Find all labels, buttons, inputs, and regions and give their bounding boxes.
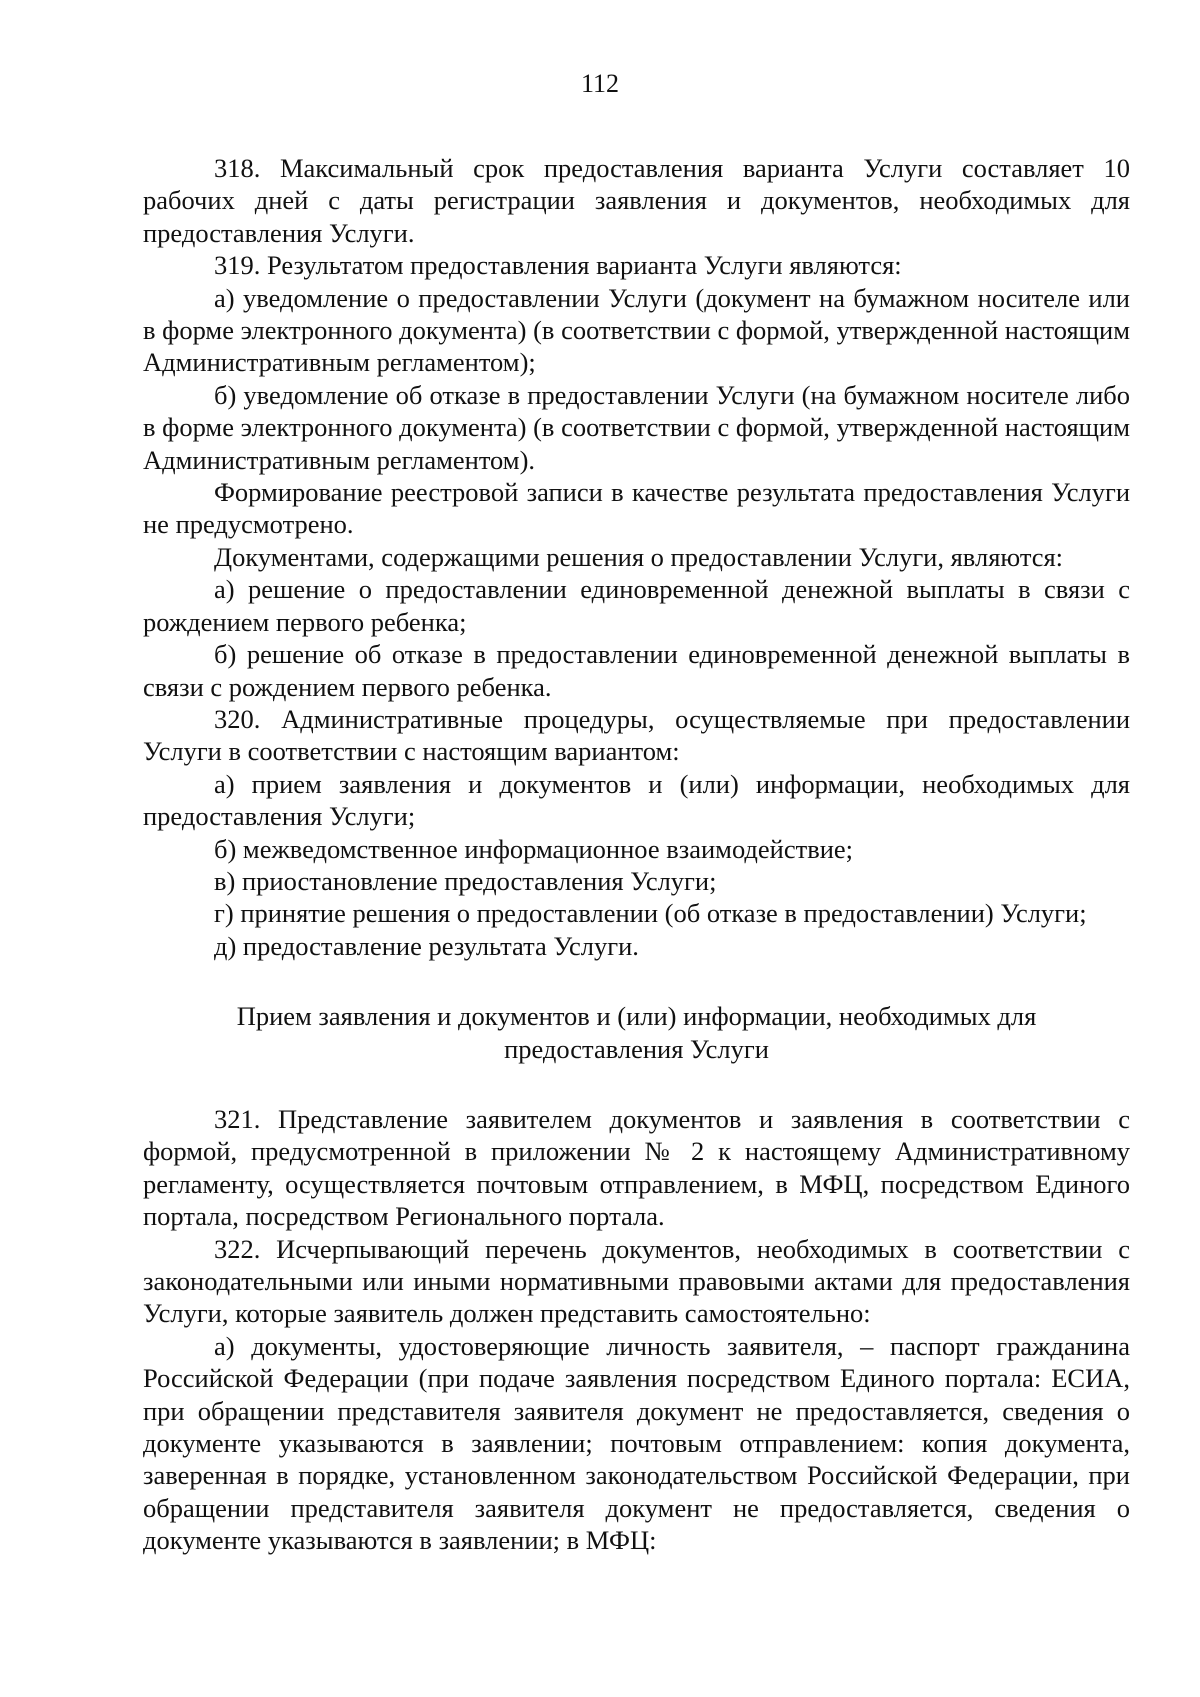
- paragraph-320-b: б) межведомственное информационное взаимодействие;: [214, 833, 854, 864]
- paragraph-319-a: а) уведомление о предоставлении Услуги (документ на бумажном носителе или в форме электронного документа) (в соответствии с формой, утвержденной настоящим Административным регламентом);: [143, 282, 1130, 378]
- paragraph-decision-documents: Документами, содержащими решения о предоставлении Услуги, являются:: [214, 541, 1064, 572]
- paragraph-decision-a: а) решение о предоставлении единовременной денежной выплаты в связи с рождением первого ребенка;: [143, 574, 1130, 637]
- section-heading-line-2: предоставления Услуги: [504, 1033, 769, 1064]
- section-heading-line-1: Прием заявления и документов и (или) информации, необходимых для: [236, 1001, 1037, 1032]
- paragraph-320-a: а) прием заявления и документов и (или) информации, необходимых для предоставления Услуги;: [143, 768, 1130, 832]
- paragraph-319: 319. Результатом предоставления варианта Услуги являются:: [214, 250, 902, 281]
- paragraph-320-c: в) приостановление предоставления Услуги;: [214, 865, 717, 896]
- paragraph-318: 318. Максимальный срок предоставления варианта Услуги составляет 10 рабочих дней с даты регистрации заявления и документов, необходимых для предоставления Услуги.: [143, 153, 1130, 248]
- paragraph-320-e: д) предоставление результата Услуги.: [214, 930, 639, 961]
- paragraph-322: 322. Исчерпывающий перечень документов, необходимых в соответствии с законодательными или иными нормативными правовыми актами для предоставления Услуги, которые заявитель должен представить самостоятельно:: [143, 1233, 1130, 1329]
- paragraph-decision-b: б) решение об отказе в предоставлении единовременной денежной выплаты в связи с рождением первого ребенка.: [143, 639, 1130, 702]
- paragraph-319-b: б) уведомление об отказе в предоставлении Услуги (на бумажном носителе либо в форме электронного документа) (в соответствии с формой, утвержденной настоящим Административным регламентом).: [143, 379, 1130, 475]
- paragraph-320: 320. Административные процедуры, осуществляемые при предоставлении Услуги в соответствии с настоящим вариантом:: [143, 703, 1130, 767]
- paragraph-322-a: а) документы, удостоверяющие личность заявителя, – паспорт гражданина Российской Федерации (при подаче заявления посредством Единого портала: ЕСИА, при обращении представителя заявителя документ не предоставляется, сведения о документе указываются в заявлении; почтовым отправлением: копия документа, заверенная в порядке, установленном законодательством Российской Федерации, при обращении представителя заявителя документ не предоставляется, сведения о документе указываются в заявлении; в МФЦ:: [143, 1330, 1130, 1556]
- document-body: [143, 152, 1130, 1557]
- paragraph-registry-record: Формирование реестровой записи в качестве результата предоставления Услуги не предусмотрено.: [143, 477, 1130, 540]
- paragraph-320-d: г) принятие решения о предоставлении (об отказе в предоставлении) Услуги;: [214, 898, 1087, 929]
- paragraph-321: 321. Представление заявителем документов и заявления в соответствии с формой, предусмотренной в приложении № 2 к настоящему Административному регламенту, осуществляется почтовым отправлением, в МФЦ, посредством Единого портала, посредством Регионального портала.: [143, 1103, 1130, 1232]
- page-number: 112: [580, 69, 620, 98]
- section-heading: [143, 1000, 1130, 1065]
